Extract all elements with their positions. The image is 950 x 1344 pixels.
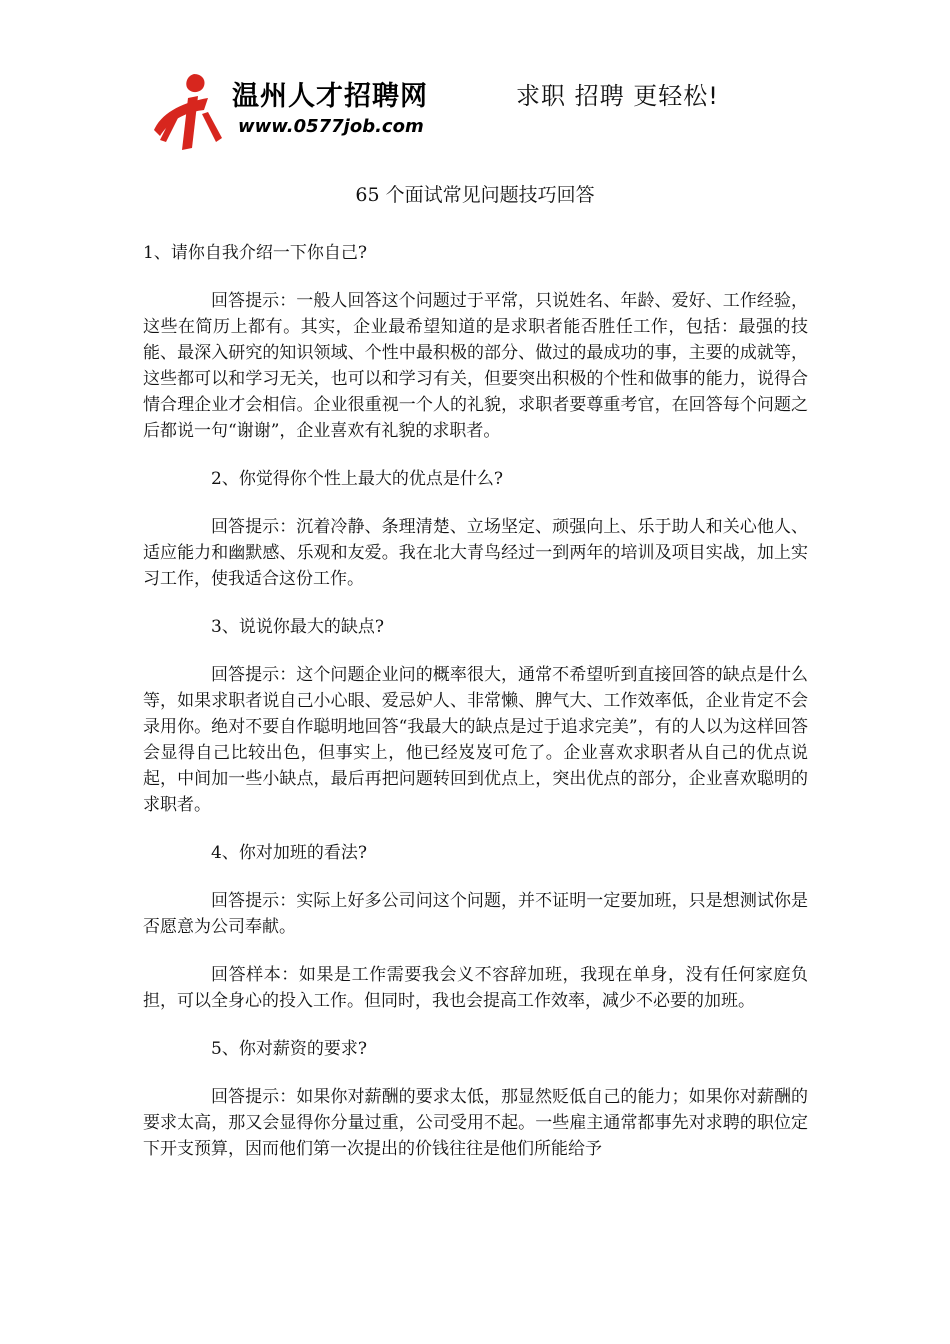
slogan: 求职 招聘 更轻松!	[516, 82, 719, 110]
answer-sample-4: 回答样本：如果是工作需要我会义不容辞加班，我现在单身，没有任何家庭负担，可以全身心的投入工作。但同时，我也会提高工作效率，减少不必要的加班。	[143, 965, 808, 1011]
answer-tip-5: 回答提示：如果你对薪酬的要求太低，那显然贬低自己的能力；如果你对薪酬的要求太高，那又会显得你分量过重，公司受用不起。一些雇主通常都事先对求聘的职位定下开支预算，因而他们第一次提出的价钱往往是他们所能给予	[143, 1087, 808, 1159]
question-5: 5、你对薪资的要求?	[211, 1039, 367, 1059]
document-title: 65 个面试常见问题技巧回答	[355, 184, 595, 206]
question-2: 2、你觉得你个性上最大的优点是什么?	[211, 469, 503, 489]
answer-tip-4: 回答提示：实际上好多公司问这个问题，并不证明一定要加班，只是想测试你是否愿意为公司奉献。	[143, 891, 808, 937]
answer-tip-1: 回答提示：一般人回答这个问题过于平常，只说姓名、年龄、爱好、工作经验，这些在简历上都有。其实，企业最希望知道的是求职者能否胜任工作，包括：最强的技能、最深入研究的知识领域、个性中最积极的部分、做过的最成功的事，主要的成就等，这些都可以和学习无关，也可以和学习有关，但要突出积极的个性和做事的能力，说得合情合理企业才会相信。企业很重视一个人的礼貌，求职者要尊重考官，在回答每个问题之后都说一句“谢谢”，企业喜欢有礼貌的求职者。	[143, 291, 808, 441]
question-1: 1、请你自我介绍一下你自己?	[143, 243, 367, 263]
answer-tip-2: 回答提示：沉着冷静、条理清楚、立场坚定、顽强向上、乐于助人和关心他人、适应能力和幽默感、乐观和友爱。我在北大青鸟经过一到两年的培训及项目实战，加上实习工作，使我适合这份工作。	[143, 517, 808, 589]
document-body	[143, 240, 808, 1184]
site-header	[140, 64, 840, 156]
question-4: 4、你对加班的看法?	[211, 843, 367, 863]
site-name: 温州人才招聘网	[232, 81, 428, 112]
question-3: 3、说说你最大的缺点?	[211, 617, 384, 637]
answer-tip-3: 回答提示：这个问题企业问的概率很大，通常不希望听到直接回答的缺点是什么等，如果求职者说自己小心眼、爱忌妒人、非常懒、脾气大、工作效率低，企业肯定不会录用你。绝对不要自作聪明地回答“我最大的缺点是过于追求完美”，有的人以为这样回答会显得自己比较出色，但事实上，他已经岌岌可危了。企业喜欢求职者从自己的优点说起，中间加一些小缺点，最后再把问题转回到优点上，突出优点的部分，企业喜欢聪明的求职者。	[143, 665, 808, 815]
site-url[interactable]: www.0577job.com	[238, 116, 424, 137]
logo-person-icon	[144, 68, 228, 152]
